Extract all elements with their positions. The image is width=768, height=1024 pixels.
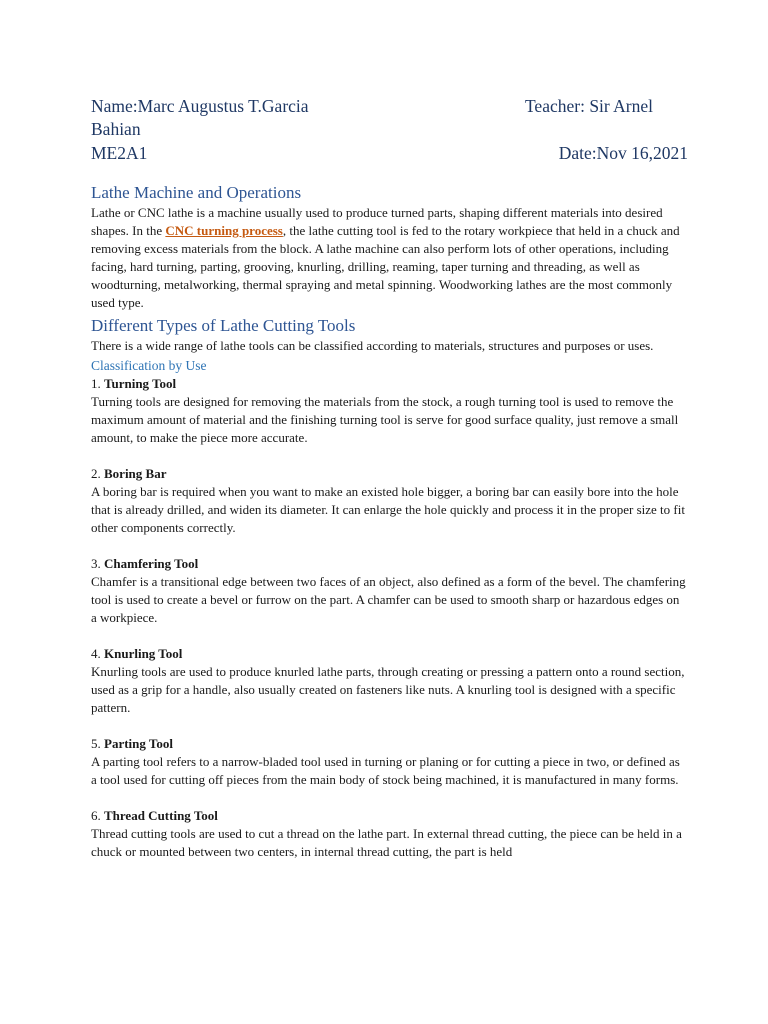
- student-name: Name:Marc Augustus T.Garcia: [91, 96, 309, 116]
- tool-item-number: 5.: [91, 736, 104, 751]
- tool-item-name: Turning Tool: [104, 376, 177, 391]
- tool-item-knurling: [91, 645, 688, 717]
- tool-item-number: 2.: [91, 466, 104, 481]
- tools-intro: There is a wide range of lathe tools can be classified according to materials, structures and purposes or uses.: [91, 338, 654, 353]
- tool-item-heading: [91, 735, 688, 753]
- lathe-text-after-link: , the lathe cutting tool is fed to the rotary workpiece that held in a chuck and removing excess materials from the block. A lathe machine can also perform lots of other operations, including facing, hard turning, parting, grooving, knurling, drilling, reaming, taper turning and threading, as well as woodturning, metalworking, thermal spraying and metal spinning. Woodworking lathes are the most commonly used type.: [91, 223, 680, 310]
- tool-item-heading: [91, 555, 688, 573]
- tool-item-heading: [91, 465, 688, 483]
- spacer: [91, 537, 688, 555]
- tool-item-name: Parting Tool: [104, 736, 173, 751]
- tool-item-heading: [91, 645, 688, 663]
- teacher-name: Teacher: Sir Arnel: [524, 96, 653, 116]
- lathe-paragraph: [91, 204, 688, 312]
- tool-item-text: Turning tools are designed for removing the materials from the stock, a rough turning tool is used to remove the maximum amount of material and the finishing turning tool is serve for good surface quality, just remove a small amount, to make the piece more accurate.: [91, 394, 679, 445]
- tool-item-turning: [91, 375, 688, 447]
- tool-item-number: 3.: [91, 556, 104, 571]
- date: Date:Nov 16,2021: [558, 143, 688, 163]
- tool-item-chamfering: [91, 555, 688, 627]
- spacer: [91, 717, 688, 735]
- heading-lathe-cutting-tools: Different Types of Lathe Cutting Tools: [91, 316, 356, 335]
- tool-item-heading: [91, 807, 688, 825]
- tool-item-name: Knurling Tool: [104, 646, 183, 661]
- heading-lathe-machine: Lathe Machine and Operations: [91, 183, 302, 202]
- tool-item-text: Thread cutting tools are used to cut a thread on the lathe part. In external thread cutting, the piece can be held in a chuck or mounted between two centers, in internal thread cutting, the part is held: [91, 826, 682, 859]
- tool-item-text: A boring bar is required when you want to make an existed hole bigger, a boring bar can easily bore into the hole that is already drilled, and widen its diameter. It can enlarge the hole quickly and process it in the proper size to fit other components correctly.: [91, 484, 685, 535]
- teacher-name-continued: Bahian: [91, 119, 141, 139]
- tool-item-number: 1.: [91, 376, 104, 391]
- spacer: [91, 789, 688, 807]
- tool-item-text: Chamfer is a transitional edge between two faces of an object, also defined as a form of the bevel. The chamfering tool is used to create a bevel or furrow on the part. A chamfer can be used to smooth sharp or hazardous edges on a workpiece.: [91, 574, 686, 625]
- header-row-section-date: [91, 141, 688, 165]
- tool-item-name: Chamfering Tool: [104, 556, 199, 571]
- tool-item-text: Knurling tools are used to produce knurled lathe parts, through creating or pressing a pattern onto a round section, used as a grip for a handle, also usually created on fasteners like nuts. A knurling tool is designed with a specific pattern.: [91, 664, 685, 715]
- tool-item-parting: [91, 735, 688, 789]
- tool-item-number: 6.: [91, 808, 104, 823]
- tool-item-name: Thread Cutting Tool: [104, 808, 218, 823]
- subheading-classification-by-use: Classification by Use: [91, 358, 207, 373]
- tool-item-heading: [91, 375, 688, 393]
- tool-item-boring-bar: [91, 465, 688, 537]
- cnc-turning-process-link[interactable]: CNC turning process: [165, 223, 283, 238]
- spacer: [91, 447, 688, 465]
- tool-item-name: Boring Bar: [104, 466, 167, 481]
- header-row-name-teacher: [91, 94, 688, 118]
- spacer: [91, 627, 688, 645]
- section-code: ME2A1: [91, 143, 148, 163]
- tool-item-number: 4.: [91, 646, 104, 661]
- tool-item-text: A parting tool refers to a narrow-bladed tool used in turning or planing or for cutting a piece in two, or defined as a tool used for cutting off pieces from the main body of stock being machined, it is manufactured in many forms.: [91, 754, 680, 787]
- tool-item-thread-cutting: [91, 807, 688, 861]
- lathe-text-before-link: Lathe or CNC lathe is a machine usually used to produce turned parts, shaping different materials into desired shapes. In the: [91, 205, 663, 238]
